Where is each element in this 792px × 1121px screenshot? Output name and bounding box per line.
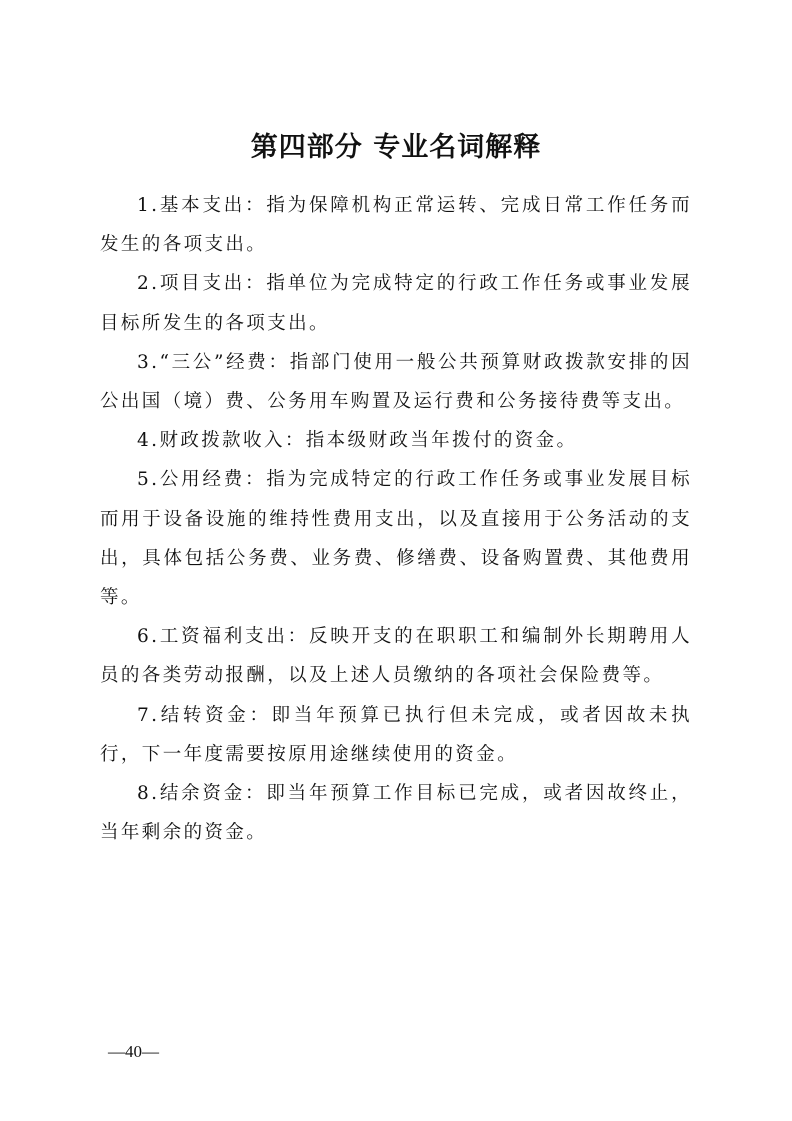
- definition-project-expenditure: 2.项目支出：指单位为完成特定的行政工作任务或事业发展目标所发生的各项支出。: [100, 273, 692, 334]
- definition-surplus-funds: 8.结余资金：即当年预算工作目标已完成，或者因故终止，当年剩余的资金。: [100, 783, 692, 844]
- definition-basic-expenditure: 1.基本支出：指为保障机构正常运转、完成日常工作任务而发生的各项支出。: [100, 195, 692, 256]
- definition-public-funds: 5.公用经费：指为完成特定的行政工作任务或事业发展目标而用于设备设施的维持性费用支出，以及直接用于公务活动的支出，具体包括公务费、业务费、修缮费、设备购置费、其他费用等。: [100, 469, 692, 609]
- definition-fiscal-appropriation-income: 4.财政拨款收入：指本级财政当年拨付的资金。: [137, 430, 578, 452]
- definition-carryover-funds: 7.结转资金：即当年预算已执行但未完成，或者因故未执行，下一年度需要按原用途继续使用的资金。: [100, 704, 692, 765]
- page-number: —40—: [108, 1042, 159, 1061]
- definition-wage-welfare-expenditure: 6.工资福利支出：反映开支的在职职工和编制外长期聘用人员的各类劳动报酬，以及上述人员缴纳的各项社会保险费等。: [100, 626, 692, 687]
- definition-three-public-funds: 3.“三公”经费：指部门使用一般公共预算财政拨款安排的因公出国（境）费、公务用车购置及运行费和公务接待费等支出。: [100, 351, 692, 413]
- section-title: 第四部分 专业名词解释: [250, 132, 542, 163]
- definitions-body: [100, 186, 692, 852]
